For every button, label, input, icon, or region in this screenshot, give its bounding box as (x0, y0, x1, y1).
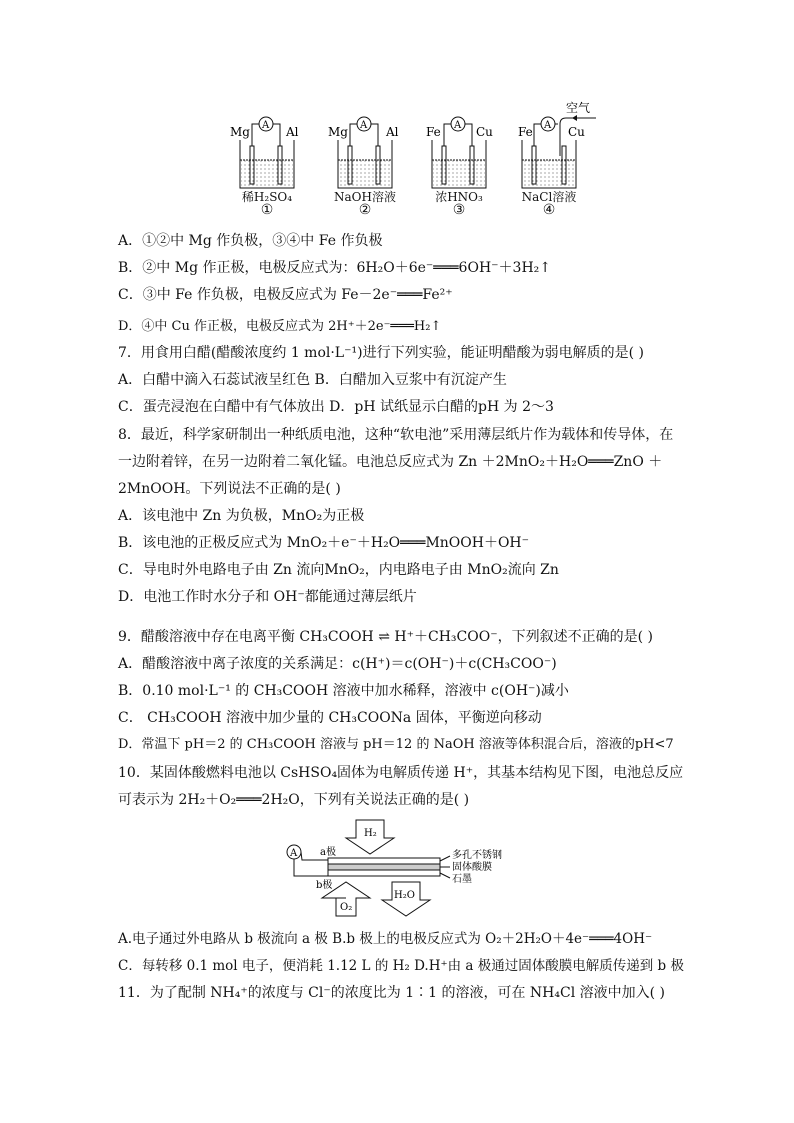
cell-1-number: ① (260, 202, 274, 218)
b-pole-label: b极 (316, 880, 333, 891)
cell-2 (328, 117, 399, 188)
cell-1-left-electrode: Mg (230, 125, 250, 139)
cell-2-left-electrode: Mg (328, 125, 348, 139)
porous-steel-layer (328, 858, 440, 864)
q7-options-ab: A．白醋中滴入石蕊试液呈红色 B．白醋加入豆浆中有沉淀产生 (118, 372, 507, 388)
cell-2-number: ② (358, 202, 372, 218)
svg-text:A: A (262, 120, 270, 131)
svg-text:A: A (454, 120, 462, 131)
cell-4-number: ④ (542, 202, 556, 218)
cell-4-solution: NaCl溶液 (521, 190, 577, 204)
q8-stem-line3: 2MnOOH。下列说法不正确的是( ) (118, 481, 341, 497)
q7-stem: 7．用食用白醋(醋酸浓度约 1 mol·L⁻¹)进行下列实验，能证明醋酸为弱电解质的是( ) (118, 345, 644, 361)
q6-option-c: C．③中 Fe 作负极，电极反应式为 Fe－2e⁻═══Fe²⁺ (118, 287, 453, 303)
solid-acid-membrane (328, 864, 440, 870)
cell-1 (230, 117, 299, 188)
fuel-cell-figure (282, 818, 542, 918)
cell-3-number: ③ (452, 202, 466, 218)
svg-text:A: A (544, 120, 552, 131)
q6-option-b: B．②中 Mg 作正极，电极反应式为：6H₂O＋6e⁻═══6OH⁻＋3H₂↑ (118, 260, 552, 276)
graphite-label: 石墨 (452, 874, 472, 885)
cell-4-left-electrode: Fe (518, 125, 533, 139)
q9-stem: 9．醋酸溶液中存在电离平衡 CH₃COOH ⇌ H⁺＋CH₃COO⁻，下列叙述不正确的是( ) (118, 629, 653, 645)
q8-option-a: A．该电池中 Zn 为负极，MnO₂为正极 (118, 508, 365, 524)
q6-option-a: A．①②中 Mg 作负极，③④中 Fe 作负极 (118, 233, 383, 249)
cell-3-left-electrode: Fe (426, 125, 441, 139)
h2-inlet-arrow (346, 820, 394, 854)
q6-option-d: D．④中 Cu 作正极，电极反应式为 2H⁺＋2e⁻═══H₂↑ (118, 319, 442, 334)
q9-option-d: D．常温下 pH＝2 的 CH₃COOH 溶液与 pH＝12 的 NaOH 溶液等体积混合后，溶液的pH<7 (118, 737, 674, 752)
q8-stem-line2: 一边附着锌，在另一边附着二氧化锰。电池总反应式为 Zn ＋2MnO₂＋H₂O═══ZnO ＋ (118, 454, 663, 470)
cell-3 (426, 117, 493, 188)
solid-acid-label: 固体酸膜 (452, 862, 492, 873)
q11-stem: 11．为了配制 NH₄⁺的浓度与 Cl⁻的浓度比为 1∶1 的溶液，可在 NH₄Cl 溶液中加入( ) (118, 985, 666, 1001)
svg-text:A: A (360, 120, 368, 131)
svg-text:H₂O: H₂O (394, 890, 415, 901)
svg-text:O₂: O₂ (340, 902, 353, 913)
q9-option-c: C． CH₃COOH 溶液中加少量的 CH₃COONa 固体，平衡逆向移动 (118, 710, 542, 726)
q8-option-d: D．电池工作时水分子和 OH⁻都能通过薄层纸片 (118, 589, 417, 605)
air-label: 空气 (566, 101, 591, 115)
graphite-layer (328, 870, 440, 876)
cell-2-right-electrode: Al (386, 125, 399, 139)
q10-stem-line2: 可表示为 2H₂＋O₂═══2H₂O，下列有关说法正确的是( ) (118, 792, 470, 808)
q7-options-cd: C．蛋壳浸泡在白醋中有气体放出 D．pH 试纸显示白醋的pH 为 2～3 (118, 399, 554, 415)
a-pole-label: a极 (320, 847, 336, 858)
q8-stem-line1: 8．最近，科学家研制出一种纸质电池，这种“软电池”采用薄层纸片作为载体和传导体，在 (118, 427, 674, 443)
porous-steel-label: 多孔不锈钢 (452, 850, 502, 861)
q9-option-b: B．0.10 mol·L⁻¹ 的 CH₃COOH 溶液中加水稀释，溶液中 c(OH⁻)减小 (118, 683, 569, 699)
q10-options-ab: A.电子通过外电路从 b 极流向 a 极 B.b 极上的电极反应式为 O₂＋2H₂O＋4e⁻═══4OH⁻ (118, 931, 653, 947)
cell-3-solution: 浓HNO₃ (435, 190, 483, 204)
cell-2-solution: NaOH溶液 (334, 190, 396, 204)
q10-options-cd: C．每转移 0.1 mol 电子，便消耗 1.12 L 的 H₂ D.H⁺由 a 极通过固体酸膜电解质传递到 b 极 (118, 958, 684, 974)
svg-text:A: A (290, 848, 298, 859)
cell-3-right-electrode: Cu (476, 125, 493, 139)
q8-option-c: C．导电时外电路电子由 Zn 流向MnO₂，内电路电子由 MnO₂流向 Zn (118, 562, 559, 578)
cell-1-solution: 稀H₂SO₄ (241, 190, 293, 204)
q8-option-b: B．该电池的正极反应式为 MnO₂＋e⁻＋H₂O═══MnOOH＋OH⁻ (118, 535, 530, 551)
h2o-outlet-arrow (382, 882, 430, 916)
svg-text:H₂: H₂ (364, 828, 377, 839)
cell-4 (518, 100, 596, 188)
cell-1-right-electrode: Al (286, 125, 299, 139)
q9-option-a: A．醋酸溶液中离子浓度的关系满足：c(H⁺)＝c(OH⁻)＋c(CH₃COO⁻) (118, 656, 557, 672)
q10-stem-line1: 10．某固体酸燃料电池以 CsHSO₄固体为电解质传递 H⁺，其基本结构见下图，电池总反应 (118, 765, 684, 781)
cell-4-right-electrode: Cu (568, 125, 585, 139)
